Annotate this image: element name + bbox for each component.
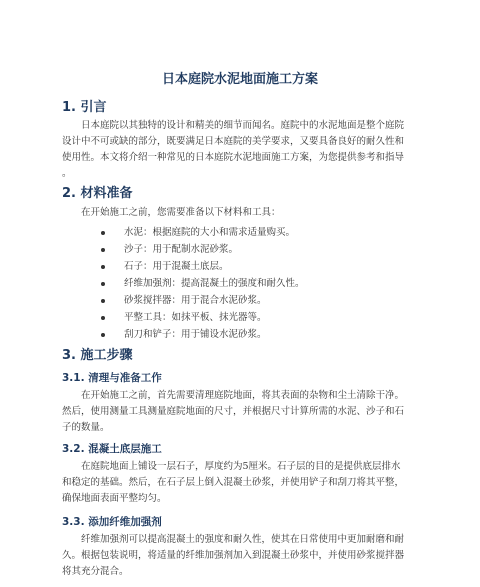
paragraph-line: 然后，使用测量工具测量庭院地面的尺寸，并根据尺寸计算所需的水泥、沙子和石 xyxy=(62,406,405,417)
paragraph-line: 确保地面表面平整均匀。 xyxy=(62,493,167,504)
list-item: 沙子：用于配制水泥砂浆。 xyxy=(62,241,422,258)
subsection-heading-concrete-base: 3.2. 混凝土底层施工 xyxy=(62,443,162,455)
intro-line: 设计中不可或缺的部分，既要满足日本庭院的美学要求，又要具备良好的耐久性和 xyxy=(62,136,405,147)
list-item: 水泥：根据庭院的大小和需求适量购买。 xyxy=(62,224,422,241)
paragraph-line: 在庭院地面上铺设一层石子，厚度约为5厘米。石子层的目的是提供底层排水 xyxy=(81,461,401,472)
paragraph-line: 将其充分混合。 xyxy=(62,566,129,577)
section-heading-steps: 3. 施工步骤 xyxy=(62,348,133,363)
materials-list xyxy=(62,224,422,343)
bullet-icon xyxy=(101,282,105,286)
bullet-icon xyxy=(101,231,105,235)
page-title: 日本庭院水泥地面施工方案 xyxy=(161,72,318,87)
concrete-base-paragraph xyxy=(62,459,422,507)
intro-paragraph xyxy=(62,118,422,182)
intro-line: 。 xyxy=(62,168,72,179)
bullet-icon xyxy=(101,299,105,303)
paragraph-line: 在开始施工之前，首先需要清理庭院地面，将其表面的杂物和尘土清除干净。 xyxy=(81,390,405,401)
paragraph-line: 久。根据包装说明，将适量的纤维加强剂加入到混凝土砂浆中，并使用砂浆搅拌器 xyxy=(62,550,405,561)
section-heading-intro: 1. 引言 xyxy=(62,100,107,115)
paragraph-line: 子的数量。 xyxy=(62,422,110,433)
list-item: 平整工具：如抹平板、抹光器等。 xyxy=(62,309,422,326)
paragraph-line: 纤维加强剂可以提高混凝土的强度和耐久性，使其在日常使用中更加耐磨和耐 xyxy=(81,534,405,545)
bullet-icon xyxy=(101,248,105,252)
list-item: 刮刀和铲子：用于铺设水泥砂浆。 xyxy=(62,326,422,343)
bullet-icon xyxy=(101,265,105,269)
section-heading-materials: 2. 材料准备 xyxy=(62,186,133,201)
subsection-heading-fiber: 3.3. 添加纤维加强剂 xyxy=(62,516,162,528)
list-item: 石子：用于混凝土底层。 xyxy=(62,258,422,275)
intro-line: 使用性。本文将介绍一种常见的日本庭院水泥地面施工方案，为您提供参考和指导 xyxy=(62,152,405,163)
list-item: 砂浆搅拌器：用于混合水泥砂浆。 xyxy=(62,292,422,309)
bullet-icon xyxy=(101,333,105,337)
fiber-paragraph xyxy=(62,532,422,580)
subsection-heading-cleanup: 3.1. 清理与准备工作 xyxy=(62,372,162,384)
bullet-icon xyxy=(101,316,105,320)
cleanup-paragraph xyxy=(62,388,422,436)
materials-intro: 在开始施工之前，您需要准备以下材料和工具： xyxy=(81,207,281,218)
paragraph-line: 和稳定的基础。然后，在石子层上倒入混凝土砂浆，并使用铲子和刮刀将其平整， xyxy=(62,477,405,488)
intro-line: 日本庭院以其独特的设计和精美的细节而闻名。庭院中的水泥地面是整个庭院 xyxy=(81,120,405,131)
list-item: 纤维加强剂：提高混凝土的强度和耐久性。 xyxy=(62,275,422,292)
